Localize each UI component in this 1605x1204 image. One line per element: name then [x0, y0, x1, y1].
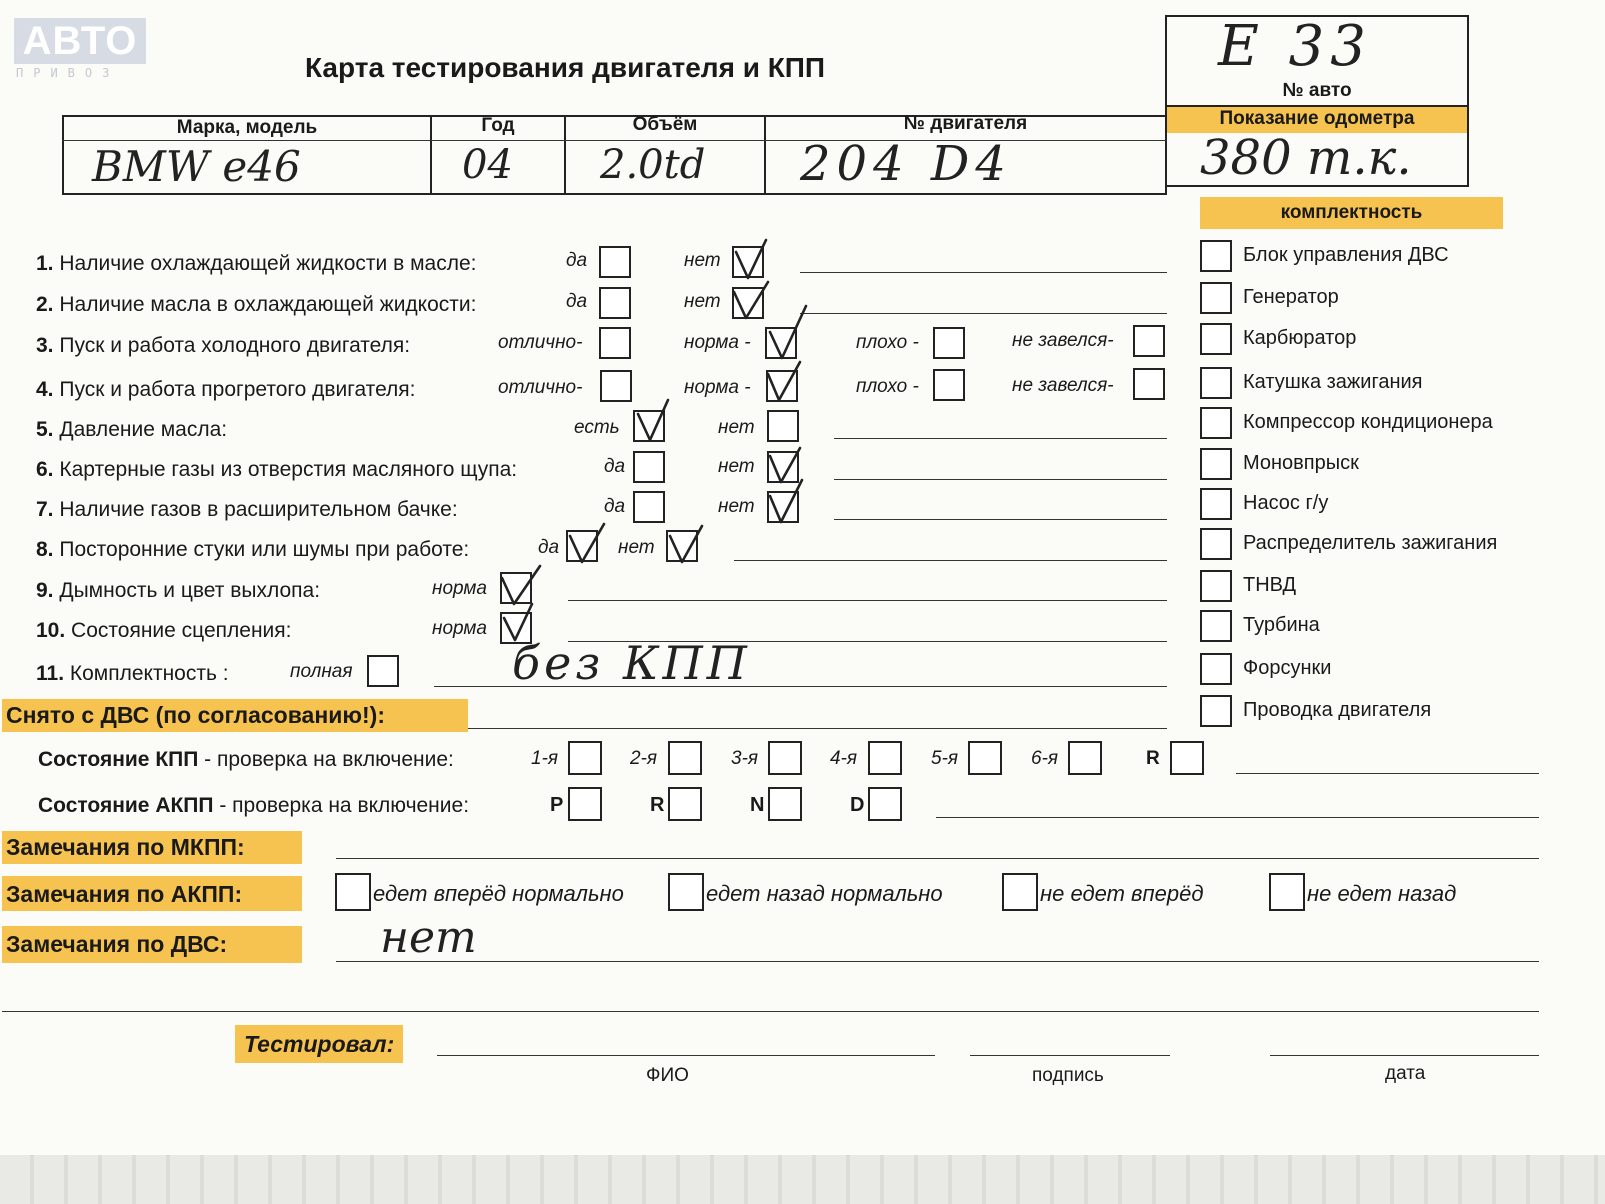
sign-caption: подпись — [1032, 1065, 1104, 1086]
kpp-label: Состояние КПП - проверка на включение: — [38, 748, 454, 771]
q9-opt-normal-label: норма — [432, 578, 487, 599]
check-mark-icon — [504, 604, 532, 640]
check-mark-icon — [770, 448, 800, 482]
q4-opt-bad-label: плохо - — [856, 376, 919, 397]
check-mark-icon — [770, 306, 806, 358]
q2-opt-yes-label: да — [566, 291, 588, 312]
form-title: Карта тестирования двигателя и КПП — [305, 52, 826, 83]
col-model-label: Марка, модель — [176, 117, 318, 138]
q4-opt-excellent-label: отлично- — [498, 377, 583, 398]
kpp-gear-label: 3-я — [731, 748, 759, 769]
q7-opt-no-label: нет — [718, 496, 755, 517]
akpp-label: Состояние АКПП - проверка на включение: — [38, 794, 470, 817]
q8-opt-yes-label: да — [538, 537, 560, 558]
q6-opt-yes-label: да — [604, 456, 626, 477]
completeness-item-label: Турбина — [1243, 614, 1320, 636]
q5-opt-no-label: нет — [718, 417, 755, 438]
kpp-gear-label: 6-я — [1031, 748, 1059, 769]
model-value[interactable]: BMW e46 — [92, 142, 301, 191]
q1-opt-yes-label: да — [566, 250, 588, 271]
akpp-gear-label: R — [650, 794, 665, 816]
kpp-gear-label: 5-я — [931, 748, 959, 769]
check-mark-icon — [502, 566, 540, 604]
q8-opt-no-label: нет — [618, 537, 655, 558]
q4-opt-nostart-label: не завелся- — [1012, 375, 1114, 396]
kpp-gear-label: R — [1146, 748, 1160, 769]
col-year-label: Год — [481, 115, 515, 136]
completeness-item-label: Проводка двигателя — [1243, 699, 1432, 721]
question-11: 11. Комплектность : — [36, 662, 229, 685]
q2-opt-no-label: нет — [684, 291, 721, 312]
question-7: 7. Наличие газов в расширительном бачке: — [36, 498, 458, 521]
auto-number-value[interactable]: E 33 — [1218, 14, 1372, 79]
check-mark-icon — [770, 480, 802, 522]
scanner-strip — [0, 1155, 1605, 1204]
question-2: 2. Наличие масла в охлаждающей жидкости: — [36, 293, 477, 316]
kpp-gear-label: 2-я — [630, 748, 658, 769]
question-1: 1. Наличие охлаждающей жидкости в масле: — [36, 252, 477, 275]
akpp-remark-label: не едет назад — [1307, 881, 1457, 906]
q11-note[interactable]: без КПП — [512, 636, 751, 690]
logo: АВТО — [14, 18, 146, 64]
remarks-dvs-label: Замечания по ДВС: — [6, 931, 228, 957]
question-6: 6. Картерные газы из отверстия масляного щупа: — [36, 458, 518, 481]
remarks-akpp-label: Замечания по АКПП: — [6, 881, 243, 907]
col-volume-label: Объём — [632, 114, 698, 135]
q3-opt-nostart-label: не завелся- — [1012, 330, 1114, 351]
q4-opt-normal-label: норма - — [684, 377, 751, 398]
fio-caption: ФИО — [646, 1065, 689, 1086]
question-3: 3. Пуск и работа холодного двигателя: — [36, 334, 411, 357]
check-mark-icon — [768, 362, 800, 400]
akpp-remark-label: не едет вперёд — [1040, 881, 1204, 906]
q3-opt-normal-label: норма - — [684, 332, 751, 353]
akpp-gear-label: P — [550, 794, 564, 816]
q11-opt-full-label: полная — [290, 661, 353, 682]
completeness-item-label: Компрессор кондиционера — [1243, 411, 1493, 433]
kpp-gear-label: 1-я — [531, 748, 559, 769]
akpp-remark-label: едет вперёд нормально — [373, 881, 624, 906]
kpp-gear-label: 4-я — [830, 748, 858, 769]
odometer-label: Показание одометра — [1219, 108, 1415, 129]
q10-opt-normal-label: норма — [432, 618, 487, 639]
remarks-mkpp-label: Замечания по МКПП: — [6, 834, 245, 860]
tested-label: Тестировал: — [244, 1031, 395, 1057]
completeness-item-label: Насос г/у — [1243, 492, 1329, 514]
volume-value[interactable]: 2.0td — [600, 142, 706, 188]
akpp-gear-label: D — [850, 794, 865, 816]
question-8: 8. Посторонние стуки или шумы при работе: — [36, 538, 470, 561]
completeness-item-label: Катушка зажигания — [1243, 371, 1423, 393]
question-10: 10. Состояние сцепления: — [36, 619, 292, 642]
completeness-item-label: Распределитель зажигания — [1243, 532, 1498, 554]
engine-no-value[interactable]: 204 D4 — [800, 136, 1012, 192]
check-mark-icon — [638, 400, 668, 440]
completeness-item-label: Генератор — [1243, 286, 1339, 308]
q5-opt-yes-label: есть — [574, 417, 620, 438]
q7-opt-yes-label: да — [604, 496, 626, 517]
q1-opt-no-label: нет — [684, 250, 721, 271]
question-5: 5. Давление масла: — [36, 418, 228, 441]
date-caption: дата — [1385, 1063, 1426, 1084]
question-4: 4. Пуск и работа прогретого двигателя: — [36, 378, 416, 401]
year-value[interactable]: 04 — [462, 142, 513, 188]
check-mark-icon — [570, 524, 604, 562]
col-engine-label: № двигателя — [903, 113, 1028, 134]
logo-subtitle: ПРИВОЗ — [16, 66, 120, 80]
check-mark-icon — [736, 240, 766, 278]
completeness-item-label: Моновпрыск — [1243, 452, 1359, 474]
question-9: 9. Дымность и цвет выхлопа: — [36, 579, 321, 602]
odometer-value[interactable]: 380 т.к. — [1200, 130, 1412, 186]
completeness-item-label: Карбюратор — [1243, 327, 1357, 349]
akpp-gear-label: N — [750, 794, 765, 816]
check-mark-icon — [670, 526, 702, 562]
q6-opt-no-label: нет — [718, 456, 755, 477]
removed-label: Снято с ДВС (по согласованию!): — [6, 702, 385, 728]
completeness-label: комплектность — [1280, 202, 1423, 223]
completeness-item-label: Форсунки — [1243, 657, 1332, 679]
q3-opt-excellent-label: отлично- — [498, 332, 583, 353]
remarks-dvs-note[interactable]: нет — [380, 912, 477, 963]
completeness-item-label: Блок управления ДВС — [1243, 244, 1449, 266]
check-mark-icon — [734, 282, 768, 318]
q3-opt-bad-label: плохо - — [856, 332, 919, 353]
auto-number-label: № авто — [1282, 80, 1352, 101]
akpp-remark-label: едет назад нормально — [706, 881, 943, 906]
completeness-item-label: ТНВД — [1243, 574, 1297, 596]
